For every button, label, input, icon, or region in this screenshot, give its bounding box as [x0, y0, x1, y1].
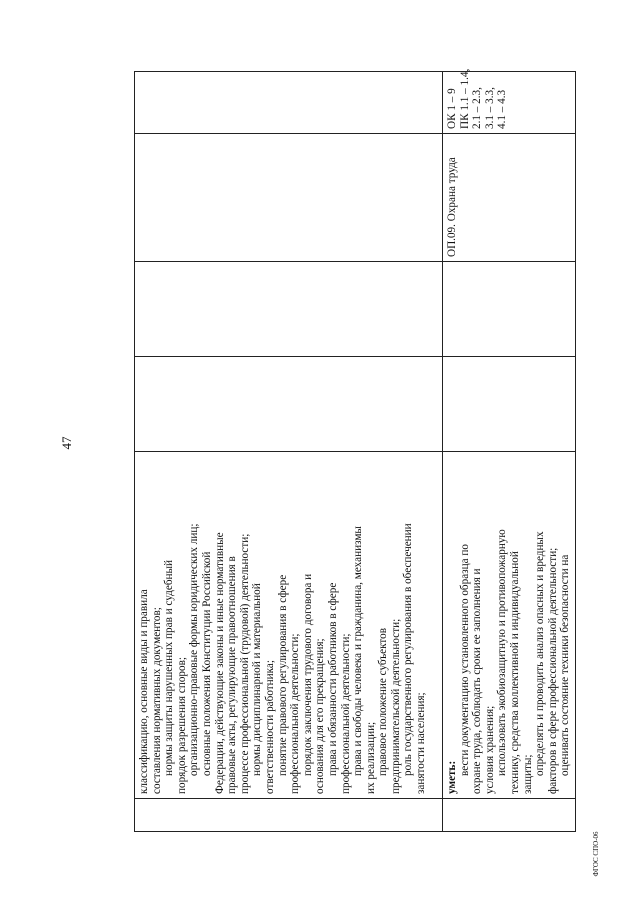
rotated-page [134, 68, 572, 832]
empty-cell [443, 357, 576, 452]
text-line: определять и проводить анализ опасных и вредных [534, 531, 547, 776]
text-line: использовать экобиозащитную и противопожарную [496, 529, 509, 776]
skills-heading: уметь: [446, 760, 458, 794]
text-line: классификацию, основные виды и правила [138, 589, 150, 794]
text-line: факторов в сфере профессиональной деятельности; [546, 547, 559, 794]
index-cell [135, 799, 443, 832]
text-line: профессиональной деятельности; [289, 633, 302, 794]
empty-cell [135, 72, 443, 134]
footer-code: ФГОС СПО-06 [592, 831, 600, 877]
competency-line: ОК 1 – 9 [446, 88, 458, 129]
competency-line: ПК 1.1 – 1.4, [458, 68, 471, 129]
text-line: роль государственного регулирования в обеспечении [402, 523, 415, 776]
text-line: составления нормативных документов; [150, 607, 163, 794]
curriculum-table [134, 68, 576, 832]
text-line: защиты; [521, 754, 534, 794]
text-line: понятие правового регулирования в сфере [276, 574, 289, 776]
empty-cell [443, 262, 576, 357]
discipline-cell [443, 134, 576, 262]
text-line: их реализации; [364, 721, 377, 794]
text-line: занятости населения; [415, 692, 428, 794]
discipline-name: ОП.09. Охрана труда [446, 157, 458, 257]
text-line: правовое положение субъектов [377, 628, 390, 776]
text-line: предпринимательской деятельности; [389, 618, 402, 794]
empty-cell [135, 357, 443, 452]
text-line: правовые акты, регулирующие правоотношения в [226, 556, 239, 794]
text-line: права и свободы человека и гражданина, механизмы [352, 526, 365, 776]
text-line: процессе профессиональной (трудовой) деятельности; [238, 533, 251, 794]
text-line: оценивать состояние техники безопасности на [559, 554, 572, 776]
page-number: 47 [59, 436, 74, 450]
content-cell [443, 452, 576, 799]
empty-cell [135, 262, 443, 357]
competencies-cell [443, 68, 576, 134]
text-line: основные положения Конституции Российской [200, 551, 213, 776]
index-cell [443, 799, 576, 832]
text-line: порядок заключения трудового договора и [301, 573, 314, 776]
text-line: порядок разрешения споров; [175, 657, 188, 794]
text-line: организационно-правовые формы юридических лиц; [188, 523, 201, 776]
content-cell [135, 452, 443, 799]
text-line: ответственности работника; [263, 660, 276, 794]
text-line: права и обязанности работников в сфере [326, 582, 339, 776]
text-line: условия хранения; [483, 705, 496, 794]
table-row [135, 72, 443, 832]
table-row [443, 72, 576, 832]
text-line: Федерации, действующие законы и иные нормативные [213, 532, 226, 794]
text-line: нормы защиты нарушенных прав и судебный [163, 560, 176, 776]
competency-line: 4.1 – 4.3 [496, 89, 509, 129]
text-line: вести документацию установленного образца по [458, 544, 471, 776]
empty-cell [135, 134, 443, 262]
competency-line: 3.1 – 3.3, [483, 87, 496, 129]
text-line: основания для его прекращения; [314, 638, 327, 794]
text-line: профессиональной деятельности; [339, 633, 352, 794]
competency-line: 2.1 – 2.3, [471, 87, 484, 129]
text-line: охране труда, соблюдать сроки ее заполнения и [471, 568, 484, 794]
text-line: нормы дисциплинарной и материальной [251, 583, 264, 776]
text-line: технику, средства коллективной и индивидуальной [508, 551, 521, 794]
